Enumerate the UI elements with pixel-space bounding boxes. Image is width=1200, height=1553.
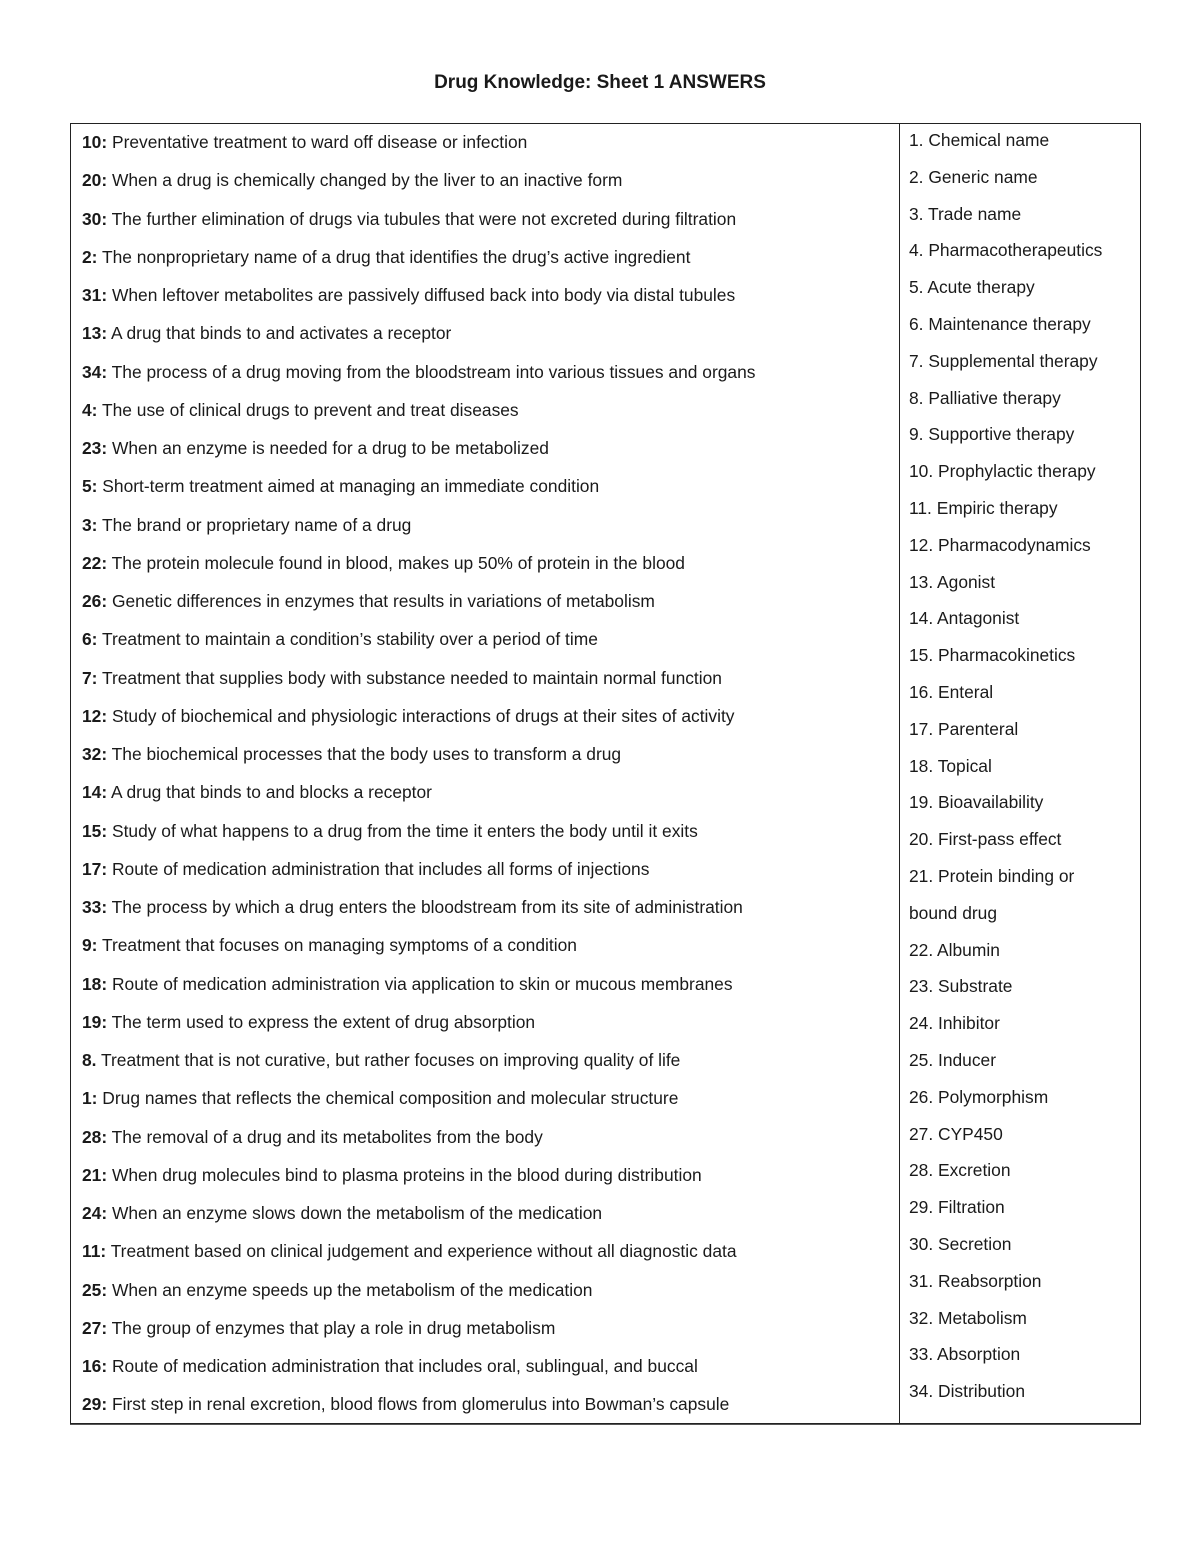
- question-row: [82, 703, 894, 741]
- question-answer-number: 19:: [82, 1011, 108, 1032]
- question-answer-number: 3:: [82, 514, 98, 535]
- question-answer-number: 26:: [82, 591, 108, 611]
- question-row: [82, 244, 894, 282]
- question-row: [82, 1162, 894, 1200]
- question-row: [82, 1238, 894, 1276]
- question-answer-number: 12:: [82, 705, 108, 726]
- question-definition: Preventative treatment to ward off disease or infection: [107, 132, 528, 152]
- bottom-rule: [70, 1424, 1141, 1425]
- term-item: 1. Chemical name: [909, 130, 1050, 150]
- term-item: 4. Pharmacotherapeutics: [909, 240, 1103, 261]
- question-definition: Drug names that reflects the chemical composition and molecular structure: [97, 1088, 679, 1109]
- question-answer-number: 27:: [82, 1317, 108, 1338]
- question-row: [82, 779, 894, 817]
- question-answer-number: 14:: [82, 782, 108, 803]
- question-definition: Treatment that focuses on managing symptoms of a condition: [97, 935, 577, 956]
- question-row: [82, 550, 894, 588]
- term-item: 33. Absorption: [909, 1344, 1021, 1365]
- question-definition: Treatment that is not curative, but rather focuses on improving quality of life: [96, 1050, 681, 1070]
- question-definition: When an enzyme is needed for a drug to be metabolized: [107, 438, 549, 458]
- term-item: 26. Polymorphism: [909, 1086, 1049, 1107]
- question-definition: The group of enzymes that play a role in drug metabolism: [107, 1317, 556, 1338]
- question-definition: Genetic differences in enzymes that results in variations of metabolism: [107, 591, 655, 611]
- question-row: [82, 359, 894, 397]
- question-definition: Route of medication administration that includes all forms of injections: [107, 858, 650, 879]
- question-definition: The biochemical processes that the body uses to transform a drug: [107, 744, 622, 764]
- term-item: 25. Inducer: [909, 1049, 997, 1070]
- question-answer-number: 4:: [82, 399, 98, 420]
- question-row: [82, 665, 894, 703]
- question-answer-number: 25:: [82, 1279, 108, 1300]
- term-item: 19. Bioavailability: [909, 792, 1044, 813]
- term-item: 23. Substrate: [909, 976, 1013, 997]
- question-row: [82, 1200, 894, 1238]
- question-definition: The process of a drug moving from the bloodstream into various tissues and organs: [107, 361, 756, 382]
- question-answer-number: 10:: [82, 132, 108, 152]
- question-row: [82, 971, 894, 1009]
- term-item: 14. Antagonist: [909, 608, 1020, 629]
- question-answer-number: 18:: [82, 973, 108, 994]
- question-definition: When drug molecules bind to plasma proteins in the blood during distribution: [107, 1164, 702, 1185]
- question-row: [82, 320, 894, 358]
- question-definition: When an enzyme slows down the metabolism of the medication: [107, 1203, 603, 1223]
- question-row: [82, 741, 894, 779]
- term-item: 7. Supplemental therapy: [909, 350, 1098, 371]
- question-answer-number: 31:: [82, 285, 108, 305]
- question-row: [82, 129, 894, 167]
- question-answer-number: 29:: [82, 1394, 108, 1415]
- question-definition: The brand or proprietary name of a drug: [97, 514, 412, 535]
- question-definition: Study of what happens to a drug from the time it enters the body until it exits: [107, 820, 698, 841]
- term-item: 27. CYP450: [909, 1123, 1003, 1144]
- term-item: 5. Acute therapy: [909, 277, 1035, 298]
- term-list: [909, 127, 1137, 1415]
- question-answer-number: 30:: [82, 208, 108, 229]
- question-row: [82, 1124, 894, 1162]
- question-row: [82, 818, 894, 856]
- question-row: [82, 473, 894, 511]
- question-answer-number: 20:: [82, 170, 108, 191]
- question-row: [82, 512, 894, 550]
- term-item: 21. Protein binding or: [909, 865, 1075, 886]
- term-item: 24. Inhibitor: [909, 1013, 1000, 1034]
- question-row: [82, 1085, 894, 1123]
- term-item: 10. Prophylactic therapy: [909, 461, 1096, 482]
- question-answer-number: 22:: [82, 552, 108, 573]
- term-item: 28. Excretion: [909, 1160, 1011, 1181]
- question-answer-number: 13:: [82, 323, 108, 344]
- question-answer-number: 1:: [82, 1088, 98, 1109]
- question-row: [82, 1315, 894, 1353]
- question-answer-number: 24:: [82, 1203, 108, 1223]
- question-answer-number: 21:: [82, 1164, 108, 1185]
- question-row: [82, 932, 894, 970]
- question-definition: Treatment that supplies body with substance needed to maintain normal function: [97, 667, 722, 688]
- term-item: 3. Trade name: [909, 203, 1022, 224]
- question-answer-number: 6:: [82, 629, 98, 650]
- term-item: 15. Pharmacokinetics: [909, 645, 1076, 666]
- question-definition: Route of medication administration that includes oral, sublingual, and buccal: [107, 1356, 698, 1376]
- question-row: [82, 435, 894, 473]
- question-definition: Study of biochemical and physiologic interactions of drugs at their sites of activity: [107, 705, 735, 726]
- term-item: 8. Palliative therapy: [909, 387, 1061, 408]
- question-definition: Treatment based on clinical judgement and experience without all diagnostic data: [106, 1241, 737, 1262]
- question-definition: When a drug is chemically changed by the liver to an inactive form: [107, 170, 623, 191]
- page-title: Drug Knowledge: Sheet 1 ANSWERS: [434, 72, 766, 93]
- term-item: bound drug: [909, 902, 997, 923]
- question-row: [82, 1009, 894, 1047]
- term-item: 18. Topical: [909, 755, 992, 776]
- question-row: [82, 1353, 894, 1391]
- term-item: 29. Filtration: [909, 1197, 1005, 1218]
- question-row: [82, 397, 894, 435]
- question-row: [82, 1277, 894, 1315]
- question-answer-number: 28:: [82, 1126, 108, 1147]
- question-definition: The use of clinical drugs to prevent and treat diseases: [97, 399, 519, 420]
- question-answer-number: 23:: [82, 438, 108, 458]
- term-item: 13. Agonist: [909, 571, 996, 592]
- question-definition: The term used to express the extent of drug absorption: [107, 1011, 536, 1032]
- question-row: [82, 856, 894, 894]
- question-row: [82, 167, 894, 205]
- term-item: 34. Distribution: [909, 1381, 1025, 1402]
- question-row: [82, 588, 894, 626]
- question-definition: The nonproprietary name of a drug that identifies the drug’s active ingredient: [97, 246, 691, 267]
- term-item: 16. Enteral: [909, 681, 994, 702]
- term-item: 31. Reabsorption: [909, 1270, 1042, 1291]
- question-answer-number: 9:: [82, 935, 98, 956]
- question-definition: Short-term treatment aimed at managing an immediate condition: [97, 476, 600, 497]
- question-definition: Treatment to maintain a condition’s stability over a period of time: [97, 629, 598, 650]
- answer-table: [70, 123, 1141, 1424]
- question-answer-number: 2:: [82, 246, 98, 267]
- term-item: 22. Albumin: [909, 939, 1000, 960]
- question-answer-number: 17:: [82, 858, 108, 879]
- question-answer-number: 32:: [82, 744, 108, 764]
- term-item: 2. Generic name: [909, 166, 1038, 187]
- question-definition: A drug that binds to and activates a receptor: [107, 323, 452, 344]
- question-row: [82, 894, 894, 932]
- question-answer-number: 34:: [82, 361, 108, 382]
- question-answer-number: 16:: [82, 1356, 108, 1376]
- term-item: 17. Parenteral: [909, 718, 1019, 739]
- question-definition: The process by which a drug enters the bloodstream from its site of administration: [107, 897, 743, 917]
- term-item: 11. Empiric therapy: [909, 497, 1058, 518]
- question-definition: A drug that binds to and blocks a receptor: [107, 782, 432, 803]
- term-item: 30. Secretion: [909, 1233, 1012, 1254]
- question-definition: The protein molecule found in blood, makes up 50% of protein in the blood: [107, 552, 685, 573]
- question-definition: When an enzyme speeds up the metabolism of the medication: [107, 1279, 593, 1300]
- term-item: 12. Pharmacodynamics: [909, 534, 1091, 555]
- question-definition: First step in renal excretion, blood flows from glomerulus into Bowman’s capsule: [107, 1394, 730, 1415]
- question-definition: The removal of a drug and its metabolites from the body: [107, 1126, 543, 1147]
- question-answer-number: 33:: [82, 897, 108, 917]
- term-item: 32. Metabolism: [909, 1307, 1027, 1328]
- term-item: 6. Maintenance therapy: [909, 313, 1091, 334]
- question-row: [82, 626, 894, 664]
- term-item: 20. First-pass effect: [909, 829, 1062, 850]
- question-row: [82, 206, 894, 244]
- question-answer-number: 11:: [82, 1241, 107, 1262]
- question-row: [82, 282, 894, 320]
- question-answer-number: 5:: [82, 476, 98, 497]
- column-divider: [899, 124, 900, 1423]
- question-definition: The further elimination of drugs via tubules that were not excreted during filtration: [107, 208, 737, 229]
- question-answer-number: 7:: [82, 667, 98, 688]
- question-definition: Route of medication administration via application to skin or mucous membranes: [107, 973, 733, 994]
- term-item: 9. Supportive therapy: [909, 424, 1075, 445]
- question-definition: When leftover metabolites are passively diffused back into body via distal tubules: [107, 285, 736, 305]
- question-answer-number: 8.: [82, 1050, 97, 1070]
- question-list: [82, 129, 894, 1430]
- question-answer-number: 15:: [82, 820, 108, 841]
- question-row: [82, 1047, 894, 1085]
